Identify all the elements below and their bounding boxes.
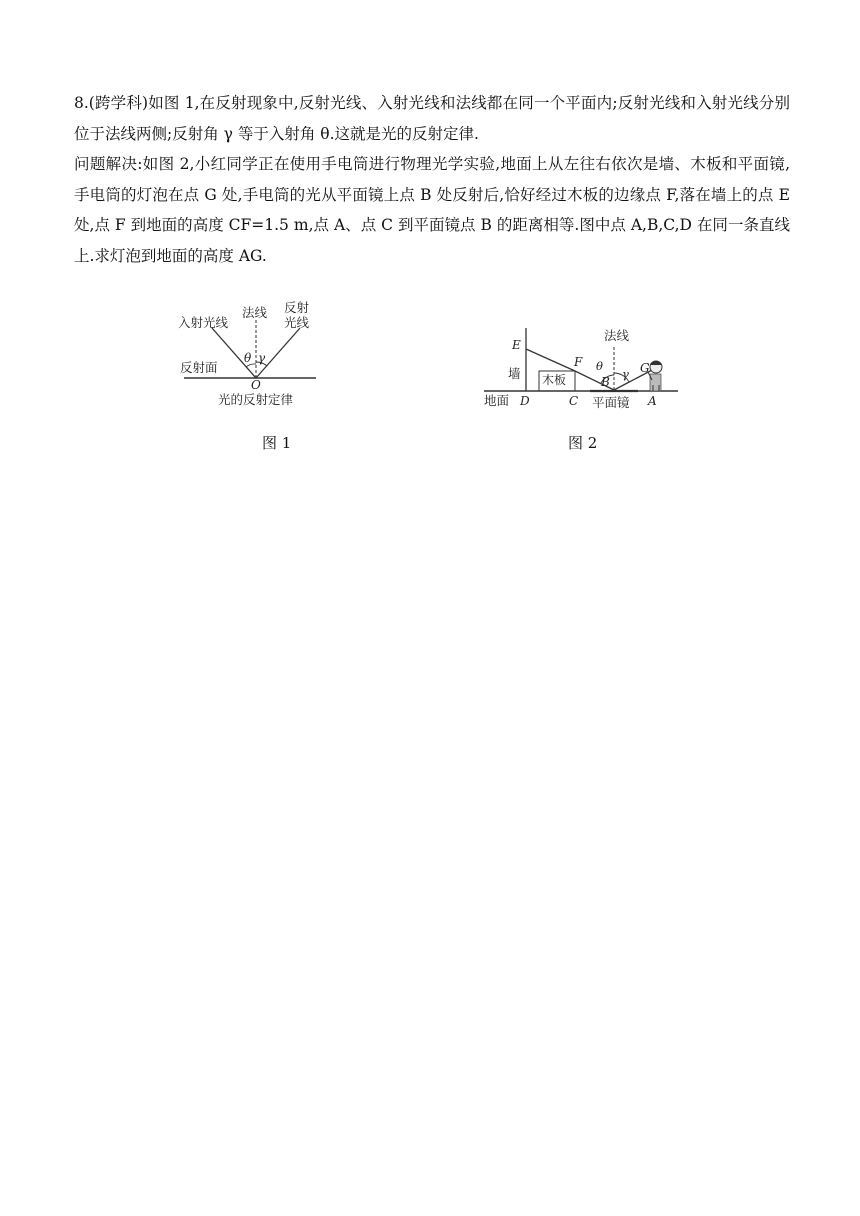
normal-label-2: 法线 [604, 328, 630, 343]
problem-text [74, 88, 790, 271]
figure-1-subtitle: 光的反射定律 [218, 392, 294, 407]
figure-2-diagram [480, 320, 680, 412]
theta-label-2: θ [596, 359, 603, 373]
point-c-label: C [569, 394, 579, 408]
point-a-label: A [648, 394, 657, 408]
reflected-ray-label-line2: 光线 [284, 315, 310, 330]
wall-label: 墙 [508, 366, 521, 381]
gamma-label: γ [258, 351, 266, 365]
incident-ray-label: 入射光线 [178, 315, 229, 330]
board-label: 木板 [542, 373, 567, 387]
ray-e-f [526, 349, 575, 371]
mirror-label: 平面镜 [592, 395, 630, 410]
reflected-ray-label-line1: 反射 [284, 300, 310, 315]
point-f-label: F [574, 355, 583, 369]
point-d-label: D [520, 394, 530, 408]
point-e-label: E [512, 338, 521, 352]
normal-label: 法线 [242, 305, 268, 320]
figure-1-diagram [170, 296, 330, 416]
ground-label: 地面 [484, 393, 510, 408]
reflecting-surface-label: 反射面 [180, 360, 218, 375]
gamma-label-2: γ [622, 367, 629, 381]
figure-1-caption: 图 1 [262, 434, 292, 452]
theta-label: θ [244, 351, 252, 365]
point-b-label: B [601, 375, 610, 389]
problem-paragraph-1: 8.(跨学科)如图 1,在反射现象中,反射光线、入射光线和法线都在同一个平面内;反射光线和入射光线分别位于法线两侧;反射角 γ 等于入射角 θ.这就是光的反射定律. [74, 94, 790, 143]
figure-2 [480, 320, 680, 412]
point-o-label: O [251, 378, 261, 392]
girl-icon [648, 361, 662, 391]
point-g-label: G [640, 361, 650, 375]
figure-2-caption: 图 2 [568, 434, 598, 452]
problem-paragraph-2: 问题解决:如图 2,小红同学正在使用手电筒进行物理光学实验,地面上从左往右依次是墙、木板和平面镜,手电筒的灯泡在点 G 处,手电筒的光从平面镜上点 B 处反射后,恰好经过木板的边缘点 F,落在墙上的点 E 处,点 F 到地面的高度 CF=1.5 m,点 A、点 C 到平面镜点 B 的距离相等.图中点 A,B,C,D 在同一条直线上.求灯泡到地面的高度 AG. [74, 155, 790, 265]
figure-1 [170, 296, 330, 416]
